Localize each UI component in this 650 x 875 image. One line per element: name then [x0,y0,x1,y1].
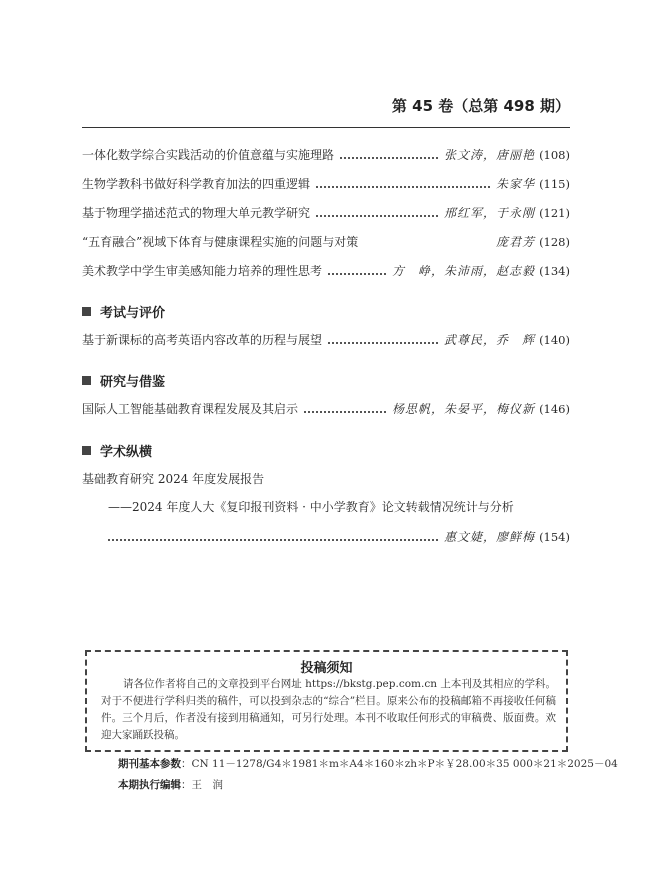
toc-entry-author: 张文涛，唐丽艳 [444,148,536,162]
notice-body: 请各位作者将自己的文章投到平台网址 https://bkstg.pep.com.cn 上本刊及其相应的学科。对于不便进行学科归类的稿件，可以投到杂志的“综合”栏目。原来公布的投稿邮箱不再接收任何稿件。三个月后，作者没有接到用稿通知，可另行处理。本刊不收取任何形式的审稿费、版面费。欢迎大家踊跃投稿。 [101,678,556,741]
toc-entry-subtitle: ——2024 年度人大《复印报刊资料 · 中小学教育》论文转载情况统计与分析 [108,500,514,514]
editor-label: 本期执行编辑 [118,779,181,791]
section-heading-label: 学术纵横 [100,444,153,460]
toc-entry-title: 一体化数学综合实践活动的价值意蕴与实施理路 [82,148,335,162]
section-heading-research [82,370,165,390]
toc-entry-title: 美术教学中学生审美感知能力培养的理性思考 [82,264,323,278]
notice-title: 投稿须知 [300,661,353,676]
dot-leader [328,341,438,344]
toc-entry-author: 朱家华 [496,177,536,191]
toc-entry-author: 惠文婕，廖鲜梅 [444,530,536,544]
toc-entry-title: 国际人工智能基础教育课程发展及其启示 [82,402,299,416]
toc-entry-title: “五育融合”视域下体育与健康课程实施的问题与对策 [82,235,359,249]
section-heading-label: 考试与评价 [100,305,166,321]
dot-leader [108,538,438,541]
dot-leader [328,272,386,275]
journal-params-line [118,756,618,772]
toc-entry-author: 邢红军，于永刚 [444,206,536,220]
section-heading-exam [82,301,165,321]
square-bullet-icon [82,307,91,316]
section-heading-academic [82,440,152,460]
toc-entry-page: (115) [539,177,570,191]
header-rule [82,127,570,128]
toc-entry[interactable] [82,174,570,194]
toc-entry-title[interactable]: 基础教育研究 2024 年度发展报告 [82,472,265,486]
editor-line [118,777,223,793]
dot-leader [316,185,490,188]
toc-entry-author: 武尊民，乔 辉 [444,333,536,347]
dot-leader [304,410,386,413]
toc-entry[interactable] [108,527,570,547]
toc-entry-page: (134) [539,264,570,278]
toc-entry-page: (108) [539,148,570,162]
toc-entry-title: 生物学教科书做好科学教育加法的四重逻辑 [82,177,311,191]
toc-entry-author: 庞君芳 [496,235,536,249]
dot-leader [316,214,438,217]
toc-entry[interactable] [82,203,570,223]
toc-entry-author: 方 峥，朱沛雨，赵志毅 [392,264,536,278]
submission-notice-box [85,650,568,752]
volume-issue-header: 第 45 卷（总第 498 期） [391,97,570,115]
dot-leader [340,156,438,159]
section-heading-label: 研究与借鉴 [100,374,166,390]
toc-entry-page: (121) [539,206,570,220]
toc-entry[interactable] [82,145,570,165]
toc-entry-page: (154) [539,530,570,544]
toc-entry-page: (146) [539,402,570,416]
toc-entry-author: 杨思帆，朱晏平，梅仪新 [392,402,536,416]
square-bullet-icon [82,446,91,455]
toc-entry-title: 基于新课标的高考英语内容改革的历程与展望 [82,333,323,347]
square-bullet-icon [82,376,91,385]
toc-entry[interactable] [82,399,570,419]
dot-leader [364,244,490,245]
journal-params-value: ：CN 11－1278/G4＊1981＊m＊A4＊160＊zh＊P＊￥28.00＊35 000＊21＊2025－04 [181,758,618,770]
toc-entry-page: (140) [539,333,570,347]
toc-entry-page: (128) [539,235,570,249]
toc-entry[interactable] [82,330,570,350]
journal-params-label: 期刊基本参数 [118,758,181,770]
editor-value: ：王 润 [181,779,223,791]
toc-entry[interactable] [82,261,570,281]
toc-entry-title: 基于物理学描述范式的物理大单元教学研究 [82,206,311,220]
toc-entry[interactable] [82,232,570,252]
